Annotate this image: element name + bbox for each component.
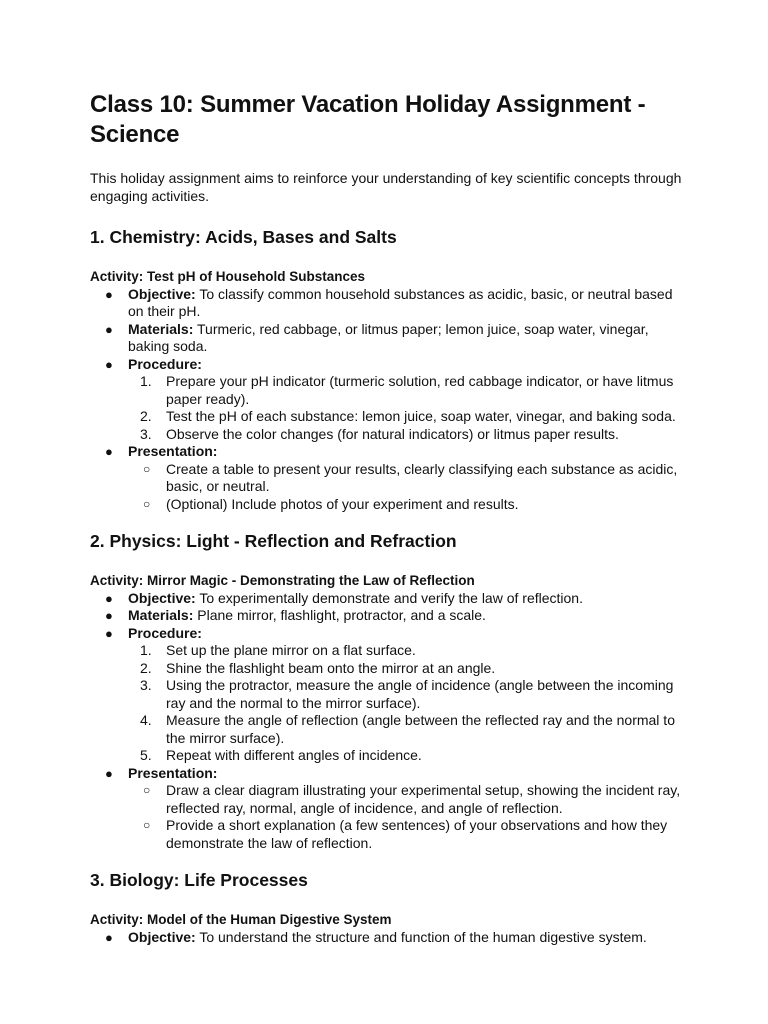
materials-text: Plane mirror, flashlight, protractor, and a scale. [197, 607, 486, 623]
bullet-icon: ● [105, 625, 113, 641]
procedure-step: 1. Set up the plane mirror on a flat surface. [140, 642, 416, 658]
presentation-point: ○ (Optional) Include photos of your experiment and results. [143, 495, 519, 512]
section-heading-physics: 2. Physics: Light - Reflection and Refraction [90, 531, 457, 551]
bullet-icon: ● [105, 321, 113, 337]
bullet-icon: ● [105, 286, 113, 302]
presentation-point: ○ Provide a short explanation (a few sentences) of your observations and how they demonstrate the law of reflection. [143, 817, 668, 851]
objective-item [90, 590, 690, 608]
presentation-label: Presentation: [128, 764, 218, 781]
objective-item [90, 929, 690, 947]
objective-label: Objective: [128, 928, 196, 945]
presentation-point: ○ Draw a clear diagram illustrating your experimental setup, showing the incident ray, reflected ray, normal, angle of incidence, and angle of reflection. [143, 782, 681, 816]
presentation-label: Presentation: [128, 443, 218, 459]
procedure-step: 2. Shine the flashlight beam onto the mirror at an angle. [140, 659, 496, 676]
materials-item [90, 321, 690, 356]
bullet-icon: ● [105, 929, 113, 945]
activity-title-biology: Activity: Model of the Human Digestive System [90, 912, 392, 927]
presentation-list [128, 461, 690, 514]
materials-text: Turmeric, red cabbage, or litmus paper; lemon juice, soap water, vinegar, baking soda. [128, 320, 649, 354]
objective-text: To classify common household substances as acidic, basic, or neutral based on their pH. [128, 285, 673, 319]
circle-bullet-icon: ○ [143, 818, 151, 832]
materials-label: Materials: [128, 607, 194, 623]
bullet-icon: ● [105, 356, 113, 372]
presentation-list [128, 782, 690, 852]
objective-label: Objective: [128, 589, 196, 606]
presentation-item [90, 765, 690, 853]
bullet-icon: ● [105, 590, 113, 606]
procedure-item [90, 356, 690, 444]
document-title: Class 10: Summer Vacation Holiday Assignment - Science [90, 91, 646, 148]
objective-text: To experimentally demonstrate and verify the law of reflection. [199, 589, 583, 606]
document-page [90, 90, 690, 963]
circle-bullet-icon: ○ [143, 783, 151, 797]
bullet-icon: ● [105, 608, 113, 623]
bullet-icon: ● [105, 444, 113, 459]
materials-item [90, 607, 690, 625]
activity-title-chemistry: Activity: Test pH of Household Substances [90, 269, 366, 284]
section-heading-biology: 3. Biology: Life Processes [90, 870, 308, 890]
activity-details-biology [90, 929, 690, 947]
circle-bullet-icon: ○ [143, 496, 151, 511]
procedure-step: 1. Prepare your pH indicator (turmeric solution, red cabbage indicator, or have litmus paper ready). [140, 373, 674, 407]
procedure-step: 5. Repeat with different angles of incidence. [140, 747, 422, 763]
presentation-point: ○ Create a table to present your results, clearly classifying each substance as acidic, basic, or neutral. [143, 460, 678, 494]
activity-title-physics: Activity: Mirror Magic - Demonstrating the Law of Reflection [90, 573, 475, 588]
procedure-steps [128, 373, 690, 443]
presentation-item [90, 443, 690, 513]
objective-text: To understand the structure and function of the human digestive system. [199, 928, 647, 945]
intro-paragraph: This holiday assignment aims to reinforce your understanding of key scientific concepts through engaging activities. [90, 170, 682, 204]
objective-label: Objective: [128, 285, 196, 302]
activity-details-physics [90, 590, 690, 853]
circle-bullet-icon: ○ [143, 461, 151, 476]
procedure-step: 3. Observe the color changes (for natural indicators) or litmus paper results. [140, 425, 619, 442]
procedure-item [90, 625, 690, 765]
procedure-step: 2. Test the pH of each substance: lemon juice, soap water, vinegar, and baking soda. [140, 408, 676, 424]
procedure-step: 4. Measure the angle of reflection (angle between the reflected ray and the normal to the mirror surface). [140, 712, 675, 746]
section-heading-chemistry: 1. Chemistry: Acids, Bases and Salts [90, 227, 397, 247]
objective-item [90, 286, 690, 321]
procedure-steps [128, 642, 690, 765]
materials-label: Materials: [128, 320, 194, 337]
activity-details-chemistry [90, 286, 690, 514]
procedure-label: Procedure: [128, 355, 202, 372]
bullet-icon: ● [105, 765, 113, 781]
procedure-label: Procedure: [128, 624, 202, 641]
procedure-step: 3. Using the protractor, measure the angle of incidence (angle between the incoming ray and the normal to the mirror surface). [140, 677, 674, 711]
